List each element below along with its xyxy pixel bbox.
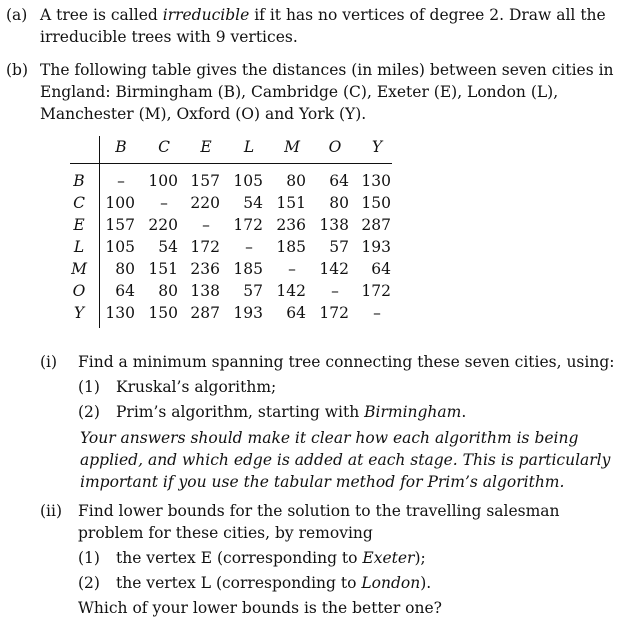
table-col-header: C [158, 138, 170, 156]
table-cell: 172 [361, 282, 391, 300]
table-cell: 138 [190, 282, 220, 300]
table-cell: – [245, 238, 253, 256]
part-ii-text-line-1: Find lower bounds for the solution to the travelling salesman [78, 502, 560, 520]
part-i-text: Find a minimum spanning tree connecting these seven cities, using: [78, 353, 615, 371]
table-cell: 142 [276, 282, 306, 300]
table-cell: 142 [319, 260, 349, 278]
table-cell: 157 [190, 172, 220, 190]
part-i-item-1-text: Kruskal’s algorithm; [116, 378, 277, 396]
table-cell: 64 [286, 304, 306, 322]
table-cell: 100 [105, 194, 135, 212]
part-ii-label: (ii) [40, 502, 63, 520]
table-row-label: C [73, 194, 85, 212]
table-cell: 105 [105, 238, 135, 256]
table-cell: 157 [105, 216, 135, 234]
table-cell: – [160, 194, 168, 212]
part-ii-item-2-num: (2) [78, 574, 100, 592]
table-cell: 105 [233, 172, 263, 190]
table-cell: 172 [190, 238, 220, 256]
distance-table [70, 136, 392, 328]
table-col-header: O [328, 138, 342, 156]
part-i-item-1-num: (1) [78, 378, 100, 396]
table-cell: 193 [361, 238, 391, 256]
table-col-header: B [115, 138, 127, 156]
table-cell: 193 [233, 304, 263, 322]
table-cell: 80 [115, 260, 135, 278]
part-ii-item-1-num: (1) [78, 549, 100, 567]
table-cell: 130 [105, 304, 135, 322]
table-row-label: B [73, 172, 85, 190]
table-horizontal-rule [70, 163, 392, 164]
table-col-header: M [284, 138, 300, 156]
table-cell: 64 [371, 260, 391, 278]
table-cell: 80 [329, 194, 349, 212]
table-row-label: M [71, 260, 87, 278]
table-cell: 151 [276, 194, 306, 212]
table-row-label: O [72, 282, 86, 300]
table-cell: 172 [319, 304, 349, 322]
table-cell: 185 [276, 238, 306, 256]
table-cell: 150 [148, 304, 178, 322]
table-cell: 185 [233, 260, 263, 278]
part-i-note-line-2: applied, and which edge is added at each stage. This is particularly [80, 451, 611, 469]
part-i-label: (i) [40, 353, 58, 371]
table-cell: – [373, 304, 381, 322]
table-cell: 130 [361, 172, 391, 190]
table-cell: 54 [243, 194, 263, 212]
part-a-line-1: A tree is called irreducible if it has no vertices of degree 2. Draw all the [40, 6, 606, 24]
table-cell: – [331, 282, 339, 300]
table-cell: 236 [276, 216, 306, 234]
table-cell: 138 [319, 216, 349, 234]
table-cell: 172 [233, 216, 263, 234]
table-cell: 100 [148, 172, 178, 190]
table-cell: 287 [361, 216, 391, 234]
table-cell: 287 [190, 304, 220, 322]
table-cell: 64 [115, 282, 135, 300]
table-cell: 54 [158, 238, 178, 256]
part-ii-question: Which of your lower bounds is the better one? [78, 599, 442, 617]
table-row-label: E [73, 216, 85, 234]
part-i-item-2-num: (2) [78, 403, 100, 421]
part-b-intro-line-2: England: Birmingham (B), Cambridge (C), Exeter (E), London (L), [40, 83, 559, 101]
part-a-label: (a) [6, 6, 28, 24]
table-cell: – [288, 260, 296, 278]
part-i-item-2-text: Prim’s algorithm, starting with Birmingham. [116, 403, 467, 421]
table-col-header: L [243, 138, 255, 156]
part-ii-item-2-text: the vertex L (corresponding to London). [116, 574, 432, 592]
table-cell: 80 [286, 172, 306, 190]
part-ii-text-line-2: problem for these cities, by removing [78, 524, 373, 542]
part-b-intro-line-1: The following table gives the distances (in miles) between seven cities in [40, 61, 614, 79]
table-col-header: E [200, 138, 212, 156]
table-row-label: L [73, 238, 85, 256]
part-a-line-2: irreducible trees with 9 vertices. [40, 28, 298, 46]
table-cell: – [117, 172, 125, 190]
table-col-header: Y [371, 138, 383, 156]
part-b-intro-line-3: Manchester (M), Oxford (O) and York (Y). [40, 105, 367, 123]
table-cell: 57 [329, 238, 349, 256]
part-i-note-line-1: Your answers should make it clear how each algorithm is being [80, 429, 579, 447]
part-i-note-line-3: important if you use the tabular method for Prim’s algorithm. [80, 473, 565, 491]
part-ii-item-1-text: the vertex E (corresponding to Exeter); [116, 549, 426, 567]
table-cell: 150 [361, 194, 391, 212]
table-cell: 80 [158, 282, 178, 300]
table-row-label: Y [73, 304, 85, 322]
table-cell: – [202, 216, 210, 234]
part-b-label: (b) [6, 61, 29, 79]
table-cell: 64 [329, 172, 349, 190]
table-cell: 151 [148, 260, 178, 278]
table-cell: 57 [243, 282, 263, 300]
table-cell: 236 [190, 260, 220, 278]
table-cell: 220 [190, 194, 220, 212]
table-cell: 220 [148, 216, 178, 234]
